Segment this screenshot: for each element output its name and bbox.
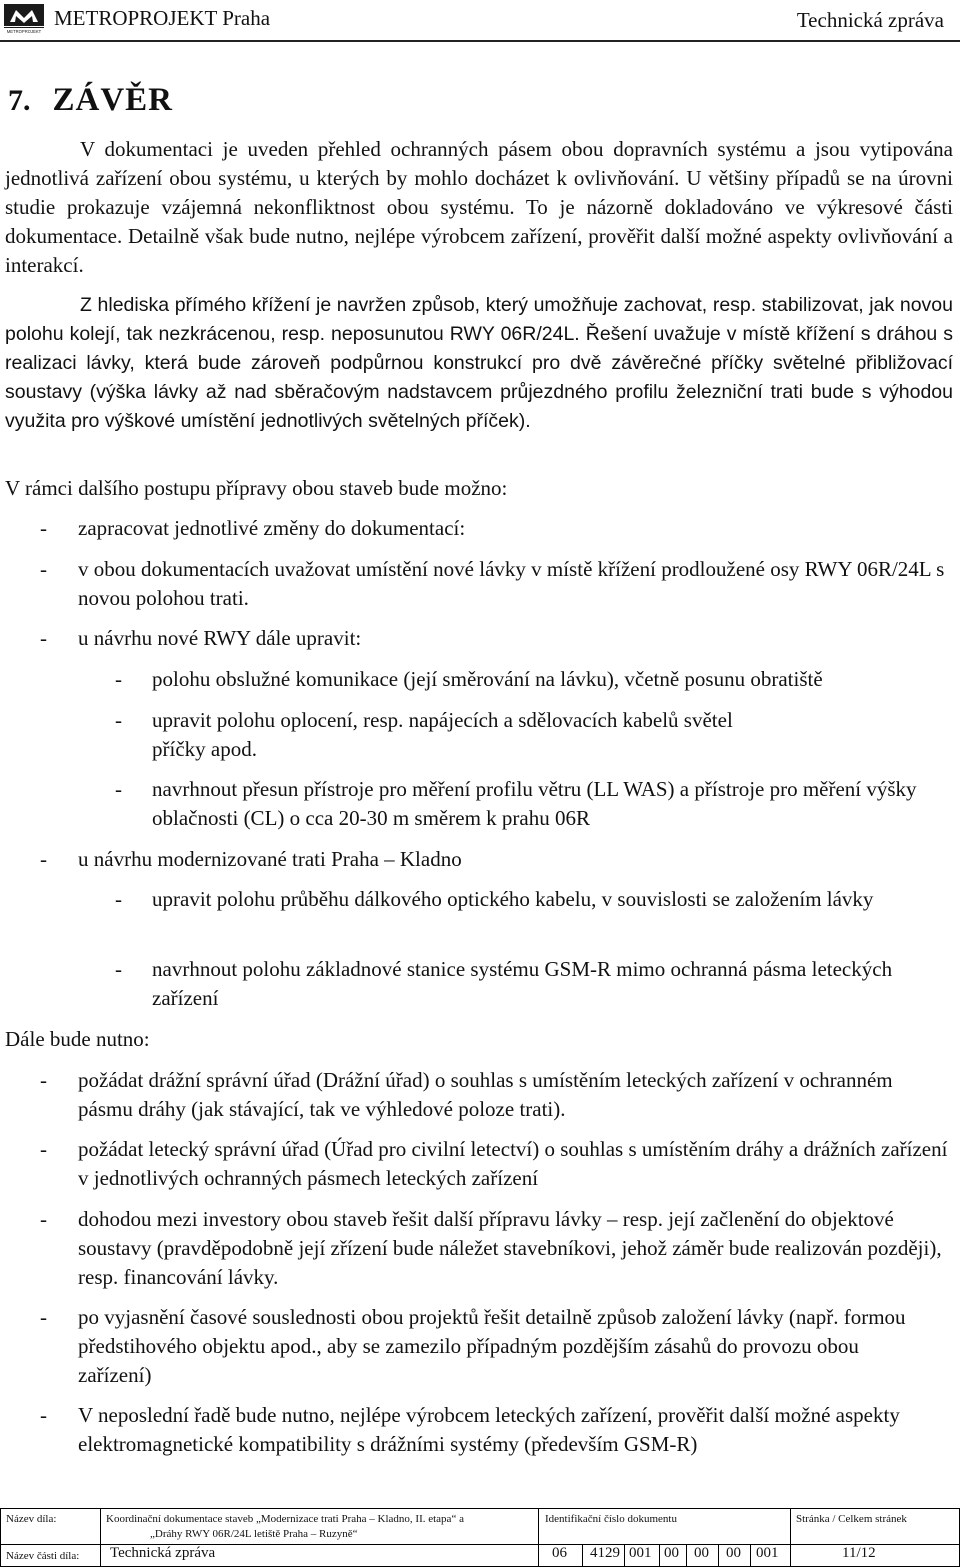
list-dash: - [40, 557, 47, 581]
paragraph-next-steps: V rámci dalšího postupu přípravy obou staveb bude možno: [5, 476, 508, 500]
list-dash: - [40, 1305, 47, 1329]
part-name: Technická zpráva [110, 1545, 216, 1561]
list-item-text: zapracovat jednotlivé změny do dokumentací: [78, 516, 466, 540]
list-item-text: požádat letecký správní úřad (Úřad pro civilní letectví) o souhlas s umístěním dráhy a drážních zařízení v jednotlivých ochranných pásmech leteckých zařízení [78, 1137, 948, 1190]
list-dash: - [40, 1207, 47, 1231]
page-header [0, 0, 960, 42]
paragraph-further: Dále bude nutno: [5, 1027, 150, 1051]
id-part: 001 [756, 1545, 779, 1561]
list-dash: - [40, 1137, 47, 1161]
list-item-text: u návrhu modernizované trati Praha – Kladno [78, 847, 462, 871]
list-dash: - [40, 626, 47, 650]
list-dash: - [40, 1403, 47, 1427]
label-work: Název díla: [6, 1513, 57, 1525]
metroprojekt-logo [4, 4, 44, 34]
id-part: 00 [694, 1545, 709, 1561]
label-page: Stránka / Celkem stránek [796, 1513, 907, 1525]
id-part: 00 [726, 1545, 741, 1561]
list-dash: - [40, 1068, 47, 1092]
list-item-text: dohodou mezi investory obou staveb řešit další přípravu lávky – resp. její začlenění do objektové soustavy (pravděpodobně její zřízení bude náležet stavebníkovi, jehož záměr bude realizován později), resp. financování lávky. [78, 1207, 942, 1289]
list-item-text: upravit polohu průběhu dálkového optického kabelu, v souvislosti se založením lávky [152, 887, 874, 911]
company-name: METROPROJEKT Praha [54, 6, 271, 30]
list-dash: - [115, 667, 122, 691]
list-item-text: upravit polohu oplocení, resp. napájecích a sdělovacích kabelů světel příčky apod. [152, 708, 733, 761]
list-dash: - [115, 708, 122, 732]
list-dash: - [40, 847, 47, 871]
list-item-text: v obou dokumentacích uvažovat umístění nové lávky v místě křížení prodloužené osy RWY 06R/24L s novou polohou trati. [78, 557, 945, 610]
list-dash: - [115, 887, 122, 911]
list-item-text: navrhnout přesun přístroje pro měření profilu větru (LL WAS) a přístroje pro měření výšky oblačnosti (CL) o cca 20-30 m směrem k prahu 06R [152, 777, 917, 830]
list-dash: - [115, 777, 122, 801]
list-item-text: polohu obslužné komunikace (její směrování na lávku), včetně posunu obratiště [152, 667, 823, 691]
list-dash: - [115, 957, 122, 981]
list-item-text: u návrhu nové RWY dále upravit: [78, 626, 362, 650]
list-item-text: navrhnout polohu základnové stanice systému GSM-R mimo ochranná pásma leteckých zařízení [152, 957, 893, 1010]
label-part: Název části díla: [6, 1550, 80, 1562]
id-part: 06 [552, 1545, 567, 1561]
list-item-text: požádat drážní správní úřad (Drážní úřad) o souhlas s umístěním leteckých zařízení v ochranném pásmu dráhy (jak stávající, tak ve výhledové poloze trati). [78, 1068, 893, 1121]
title-block [0, 1508, 960, 1567]
list-item-text: po vyjasnění časové souslednosti obou projektů řešit detailně způsob založení lávky (např. formou předstihového objektu apod., aby se zamezilo případným pozdějším zásahů do provozu obou zařízení) [78, 1305, 906, 1387]
label-identifier: Identifikační číslo dokumentu [545, 1513, 677, 1525]
work-name-line2: „Dráhy RWY 06R/24L letiště Praha – Ruzyně“ [150, 1528, 358, 1540]
list-item-text: V neposlední řadě bude nutno, nejlépe výrobcem leteckých zařízení, prověřit další možné aspekty elektromagnetické kompatibility s drážními systémy (především GSM-R) [78, 1403, 900, 1456]
section-title: ZÁVĚR [52, 82, 174, 118]
section-heading [8, 82, 173, 119]
work-name-line1: Koordinační dokumentace staveb „Modernizace trati Praha – Kladno, II. etapa“ a [106, 1513, 464, 1525]
section-number: 7. [8, 84, 31, 117]
id-part: 00 [664, 1545, 679, 1561]
svg-text:METROPROJEKT: METROPROJEKT [6, 29, 42, 34]
id-part: 4129 [590, 1545, 620, 1561]
paragraph-intro: V dokumentaci je uveden přehled ochranných pásem obou dopravních systému a jsou vytipována jednotlivá zařízení obou systému, u kterých by mohlo docházet k ovlivňování. U většiny případů se na úrovni studie prokazuje vzájemná nekonfliktnost obou systému. To je názorně dokladováno ve výkresové části dokumentace. Detailně však bude nutno, nejlépe výrobcem zařízení, prověřit další možné aspekty ovlivňování a interakcí. [5, 137, 953, 277]
paragraph-crossing: Z hlediska přímého křížení je navržen způsob, který umožňuje zachovat, resp. stabilizovat, jak novou polohu kolejí, tak nezkrácenou, resp. neposunutou RWY 06R/24L. Řešení uvažuje v místě křížení s dráhou s realizaci lávky, která bude zároveň podpůrnou konstrukcí pro dvě závěrečné příčky světelné přibližovací soustavy (výška lávky až nad sběračovým nadstavcem průjezdného profilu železniční trati bude s výhodou využita pro výškové umístění jednotlivých světelných příček). [5, 294, 953, 432]
list-dash: - [40, 516, 47, 540]
document-type: Technická zpráva [796, 8, 944, 32]
page-number: 11/12 [842, 1545, 876, 1561]
id-part: 001 [629, 1545, 652, 1561]
